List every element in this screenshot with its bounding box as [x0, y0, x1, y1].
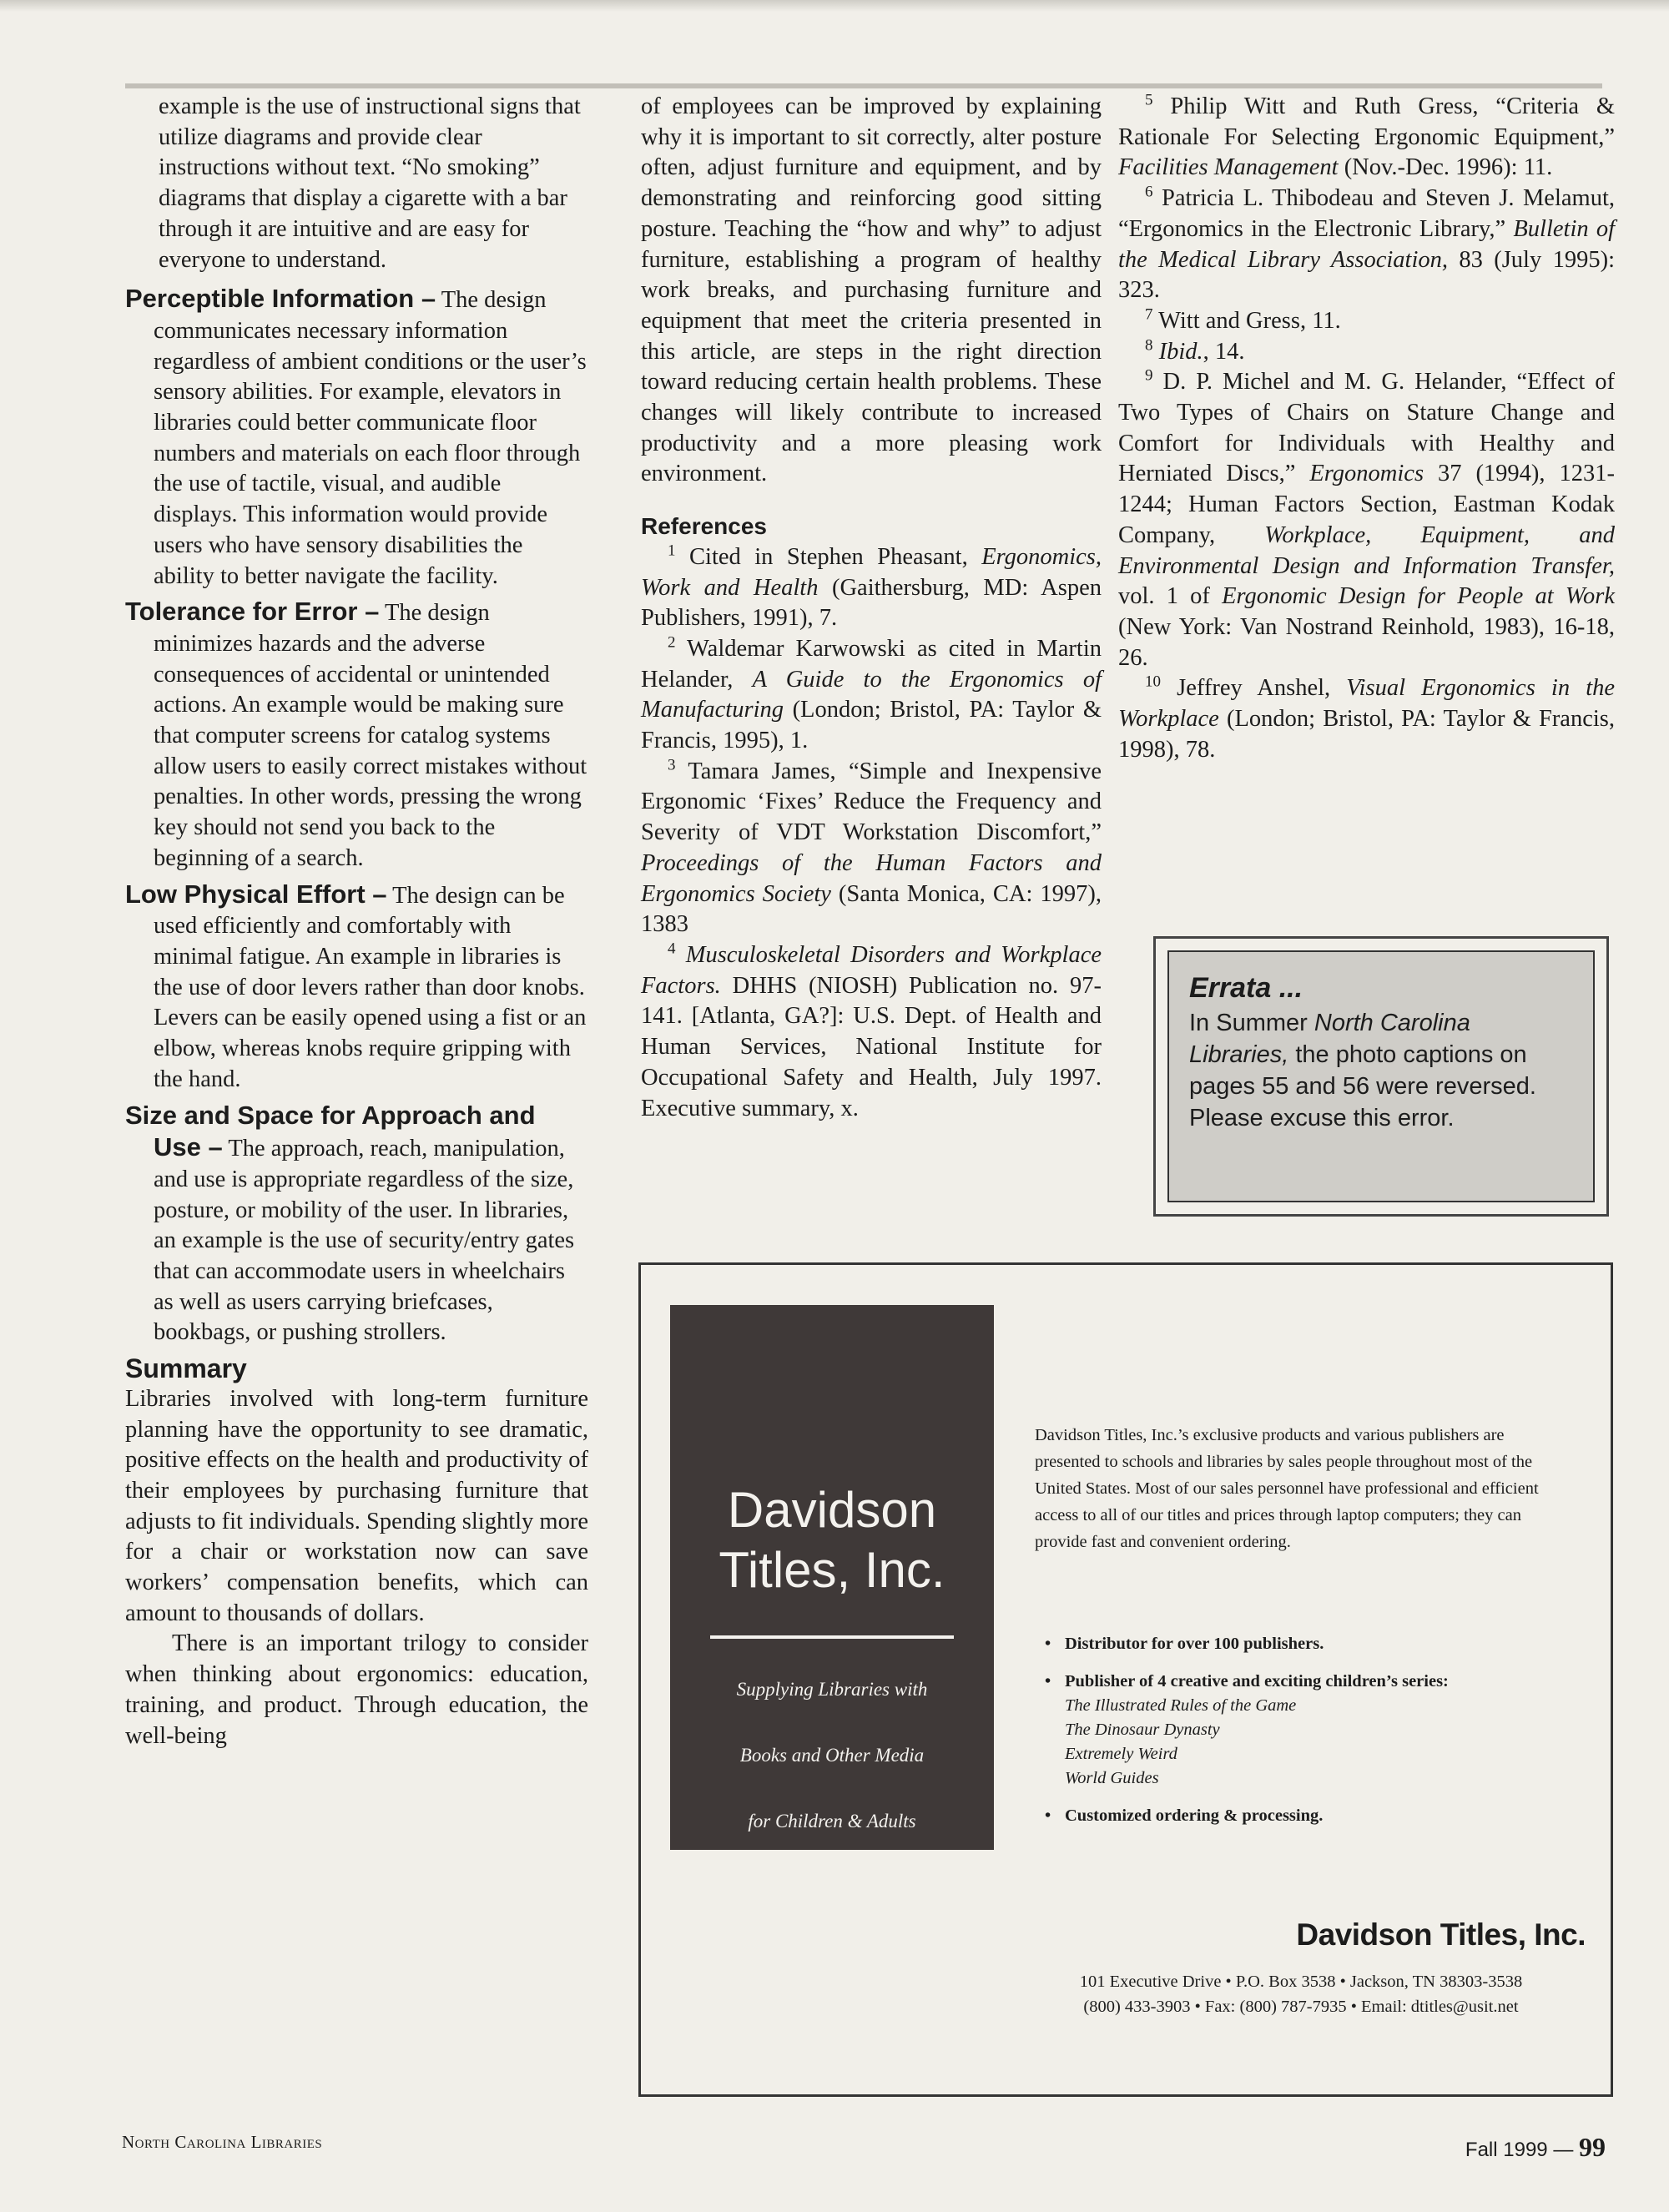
ref-text: Patricia L. Thibodeau and Steven J. Melamut, “Ergonomics in the Electronic Library,”: [1118, 185, 1615, 242]
ref-number: 4: [668, 940, 676, 958]
ref-text: (Santa Monica, CA: 1997), 1383: [641, 880, 1102, 938]
ad-bullet-list: [1065, 1632, 1582, 1828]
ad-logo-text: Davidson Titles, Inc.: [1296, 1917, 1586, 1952]
reference-7: [1118, 306, 1615, 337]
ref-text: (New York: Van Nostrand Reinhold, 1983), 16-18, 26.: [1118, 613, 1615, 671]
errata-box: [1153, 936, 1609, 1217]
page-top-shadow: [0, 0, 1669, 12]
ref-number: 3: [668, 756, 676, 774]
ref-title: Facilities Management: [1118, 154, 1339, 181]
summary-heading: Summary: [125, 1353, 247, 1384]
reference-1: [641, 542, 1102, 634]
principle-tolerance-for-error: [125, 597, 588, 874]
ad-bullet: • Distributor for over 100 publishers.: [1065, 1632, 1582, 1656]
references-heading: References: [641, 513, 767, 540]
ref-title: Ergonomics, Work and Health: [641, 543, 1102, 601]
ref-text: Witt and Gress, 11.: [1158, 307, 1341, 334]
ref-number: 2: [668, 633, 676, 652]
ref-text: Tamara James, “Simple and Inexpensive Ergonomic ‘Fixes’ Reduce the Frequency and Severity of VDT Workstation Discomfort,”: [641, 758, 1102, 846]
footer-issue: Fall 1999 —: [1465, 2139, 1574, 2161]
ref-text: , 14.: [1203, 338, 1245, 365]
ad-bullet: • Customized ordering & processing.: [1065, 1804, 1582, 1828]
ad-series-item: Extremely Weird: [1065, 1745, 1177, 1763]
ref-text: vol. 1 of: [1118, 583, 1223, 610]
ref-title: Visual Ergonomics in the Workplace: [1118, 675, 1616, 733]
errata-text-part: the photo captions on pages 55 and 56 were reversed. Please excuse this error.: [1189, 1041, 1536, 1131]
ref-title: Musculoskeletal Disorders and Workplace Factors.: [641, 941, 1102, 999]
errata-text: [1189, 1007, 1573, 1134]
ref-title: Ibid.: [1158, 338, 1203, 365]
principle-title: Low Physical Effort –: [125, 879, 387, 909]
summary-paragraph-1: Libraries involved with long-term furniture planning have the opportunity to see dramatic, positive effects on the health and productivity of their employees by purchasing furniture that adjusts to fit individuals. Spending slightly more for a chair or workstation now can save workers’ compensation benefits, which can amount to thousands of dollars.: [125, 1385, 588, 1626]
ad-address-block: [1000, 1969, 1602, 2019]
footer-journal-name: North Carolina Libraries: [122, 2132, 323, 2152]
column-3: [1118, 92, 1615, 765]
ref-title: Bulletin of the Medical Library Association,: [1118, 215, 1615, 273]
ref-title: Proceedings of the Human Factors and Ergonomics Society: [641, 849, 1102, 907]
principle-title: Size and Space for Approach and Use –: [125, 1100, 536, 1162]
reference-9: [1118, 367, 1615, 673]
ref-title: Workplace, Equipment, and Environmental Design and Information Transfer,: [1118, 522, 1615, 579]
ref-text: DHHS (NIOSH) Publication no. 97-141. [Atlanta, GA?]: U.S. Dept. of Health and Human Services, National Institute for Occupational Safety and Health, July 1997. Executive summary, x.: [641, 972, 1102, 1121]
principle-perceptible-information: [125, 284, 588, 592]
ad-logo-panel: [670, 1305, 994, 1850]
ref-text: Jeffrey Anshel,: [1177, 675, 1347, 702]
ad-description: Davidson Titles, Inc.’s exclusive products and various publishers are presented to schools and libraries by sales people throughout most of the United States. Most of our sales personnel have professional and efficient access to all of our titles and prices through laptop computers; they can provide fast and convenient ordering.: [1035, 1426, 1539, 1551]
davidson-titles-advertisement: [638, 1262, 1613, 2097]
ad-series-item: The Illustrated Rules of the Game: [1065, 1696, 1297, 1715]
ad-tagline-line: for Children & Adults: [748, 1811, 916, 1832]
ref-text: D. P. Michel and M. G. Helander, “Effect of Two Types of Chairs on Stature Change and Comfort for Individuals with Healthy and Herniated Discs,”: [1118, 369, 1616, 487]
reference-2: [641, 634, 1102, 757]
ref-title: Ergonomic Design for People at Work: [1222, 583, 1615, 610]
principle-title: Tolerance for Error –: [125, 597, 380, 627]
ref-title: Ergonomics: [1309, 461, 1424, 487]
ad-series-item: The Dinosaur Dynasty: [1065, 1721, 1220, 1739]
ref-text: (Gaithersburg, MD: Aspen Publishers, 1991), 7.: [641, 574, 1102, 632]
body-paragraph-continued: of employees can be improved by explaining why it is important to sit correctly, alter posture often, adjust furniture and equipment, and by demonstrating and reinforcing good sitting posture. Teaching the “how and why” to adjust furniture, establishing a program of healthy work breaks, and purchasing furniture and equipment that meet the criteria presented in this article, are steps in the right direction toward reducing certain health problems. These changes will likely contribute to increased productivity and a more pleasing work environment.: [641, 93, 1102, 487]
ref-number: 7: [1145, 305, 1153, 324]
summary-paragraph-2: There is an important trilogy to consider when thinking about ergonomics: education, training, and product. Through education, the well-being: [125, 1630, 588, 1749]
ref-number: 8: [1145, 336, 1153, 355]
reference-8: [1118, 337, 1615, 368]
column-2: [641, 92, 1102, 1124]
ref-text: Philip Witt and Ruth Gress, “Criteria & Rationale For Selecting Ergonomic Equipment,”: [1118, 93, 1616, 150]
ref-number: 5: [1145, 91, 1153, 109]
ref-title: A Guide to the Ergonomics of Manufacturing: [641, 666, 1102, 723]
ref-text: 83 (July 1995): 323.: [1118, 246, 1615, 304]
reference-10: [1118, 673, 1615, 765]
ref-text: 37 (1994), 1231-1244; Human Factors Section, Eastman Kodak Company,: [1118, 461, 1615, 548]
reference-4: [641, 940, 1102, 1124]
ref-text: (Nov.-Dec. 1996): 11.: [1338, 154, 1553, 181]
ad-series-item: World Guides: [1065, 1769, 1159, 1787]
reference-3: [641, 757, 1102, 940]
ref-text: Cited in Stephen Pheasant,: [689, 543, 982, 570]
column-1: [125, 92, 588, 1751]
principle-title: Perceptible Information –: [125, 284, 436, 314]
ref-text: (London; Bristol, PA: Taylor & Francis, 1998), 78.: [1118, 706, 1615, 763]
ad-contact: (800) 433-3903 • Fax: (800) 787-7935 • Email: dtitles@usit.net: [1083, 1998, 1519, 2016]
ad-address: 101 Executive Drive • P.O. Box 3538 • Jackson, TN 38303-3538: [1079, 1973, 1523, 1991]
page-number: 99: [1579, 2132, 1606, 2162]
ad-divider: [710, 1635, 954, 1639]
principle-text: The approach, reach, manipulation, and use is appropriate regardless of the size, posture, or mobility of the user. In libraries, an example is the use of security/entry gates that can accommodate users in wheelchairs as well as users carrying briefcases, bookbags, or pushing strollers.: [154, 1136, 575, 1346]
footer-page-info: [1465, 2132, 1606, 2163]
ad-bullet: • Publisher of 4 creative and exciting children’s series:: [1065, 1670, 1582, 1694]
principle-text: The design minimizes hazards and the adverse consequences of accidental or unintended actions. An example would be making sure that computer screens for catalog systems allow users to easily correct mistakes without penalties. In other words, pressing the wrong key should not send you back to the beginning of a search.: [154, 600, 587, 871]
errata-text-part: In Summer: [1189, 1010, 1314, 1036]
ref-number: 6: [1145, 183, 1153, 201]
errata-publication: North Carolina Libraries,: [1189, 1010, 1470, 1068]
principle-size-and-space: [125, 1101, 588, 1349]
reference-5: [1118, 92, 1615, 184]
principle-intro-continued: example is the use of instructional signs that utilize diagrams and provide clear instructions without text. “No smoking” diagrams that display a cigarette with a bar through it are intuitive and are easy for everyone to understand.: [159, 93, 581, 273]
ref-number: 1: [668, 542, 676, 560]
ad-tagline-line: Books and Other Media: [739, 1745, 925, 1766]
principle-low-physical-effort: [125, 879, 588, 1096]
ref-text: (London; Bristol, PA: Taylor & Francis, 1995), 1.: [641, 697, 1102, 754]
ref-text: Waldemar Karwowski as cited in Martin Helander,: [641, 635, 1102, 693]
top-rule: [125, 83, 1602, 88]
errata-title: Errata ...: [1189, 972, 1303, 1004]
reference-6: [1118, 184, 1615, 306]
ad-tagline-line: Supplying Libraries with: [736, 1679, 928, 1700]
principle-text: The design can be used efficiently and comfortably with minimal fatigue. An example in libraries is the use of door levers rather than door knobs. Levers can be easily opened using a fist or an elbow, whereas knobs require gripping with the hand.: [154, 882, 587, 1092]
ref-number: 10: [1145, 673, 1161, 691]
ad-company-name: [670, 1480, 994, 1600]
ad-company-name-line: Titles, Inc.: [719, 1542, 945, 1598]
principle-text: The design communicates necessary information regardless of ambient conditions or the user’s sensory abilities. For example, elevators in libraries could better communicate floor numbers and materials on each floor through the use of tactile, visual, and audible displays. This information would provide users who have sensory disabilities the ability to better navigate the facility.: [154, 287, 587, 589]
ad-company-name-line: Davidson: [727, 1482, 937, 1538]
errata-panel: [1167, 950, 1595, 1202]
ref-number: 9: [1145, 366, 1153, 385]
